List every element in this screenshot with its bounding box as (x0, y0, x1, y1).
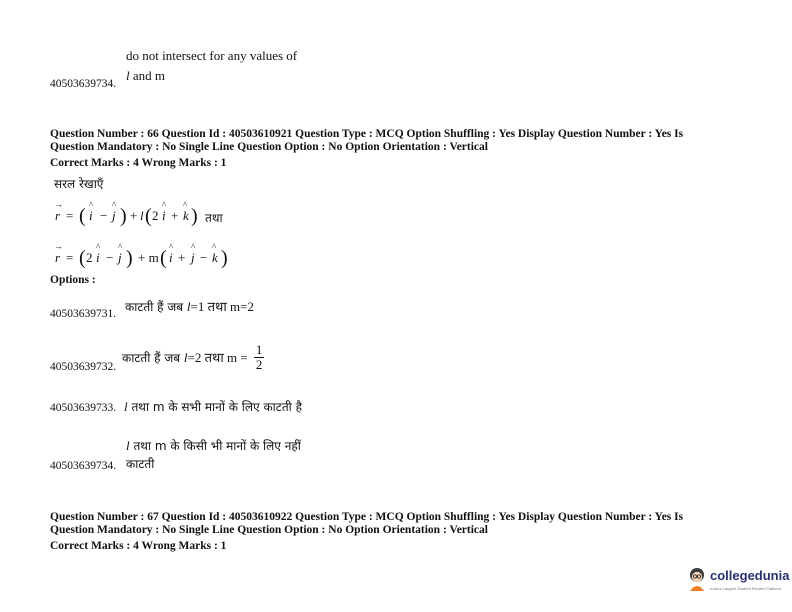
q66-eq1-conjunction: तथा (205, 211, 223, 225)
svg-text:+ m: + m (138, 250, 159, 265)
svg-text:+: + (130, 208, 138, 223)
q67-header-line2: Question Mandatory : No Single Line Question Option : No Option Orientation : Vertical (50, 524, 488, 536)
q66-option-4-id: 40503639734. (50, 460, 117, 472)
prev-option4-line2: l and m (126, 68, 166, 83)
collegedunia-logo (686, 564, 790, 598)
svg-text:=: = (66, 250, 74, 265)
q66-equation-2 (50, 240, 260, 274)
svg-text:j: j (191, 250, 195, 265)
q66-option-3-text: l तथा m के सभी मानों के लिए काटती है (124, 399, 302, 414)
svg-text:k: k (183, 208, 189, 223)
svg-text:^: ^ (169, 242, 174, 252)
svg-text:^: ^ (96, 242, 101, 252)
svg-text:2: 2 (86, 250, 93, 265)
svg-text:(: ( (79, 247, 86, 269)
svg-text:): ) (120, 205, 127, 227)
fraction: $\frac{1}{2}$ (255, 342, 263, 372)
logo-tagline: India's Largest Student Review Platform (710, 586, 782, 591)
svg-text:=: = (66, 208, 74, 223)
svg-text:i: i (89, 208, 93, 223)
q66-options-label: Options : (50, 274, 96, 286)
logo-brand-text: collegedunia (710, 568, 790, 583)
q66-option-4-line1: l तथा m के किसी भी मानों के लिए नहीं (126, 438, 301, 453)
svg-text:l: l (140, 208, 144, 223)
svg-text:k: k (212, 250, 218, 265)
var-l: l (124, 399, 128, 414)
svg-text:r: r (55, 250, 61, 265)
svg-text:−: − (106, 250, 114, 265)
svg-text:i: i (162, 208, 166, 223)
svg-text:): ) (191, 205, 198, 227)
svg-text:2: 2 (152, 208, 159, 223)
svg-text:i: i (169, 250, 173, 265)
q66-marks: Correct Marks : 4 Wrong Marks : 1 (50, 157, 227, 169)
svg-text:(: ( (79, 205, 86, 227)
svg-text:^: ^ (112, 200, 117, 210)
svg-text:): ) (126, 247, 133, 269)
mascot-icon (686, 566, 708, 592)
q66-option-4-line2: काटती (126, 457, 155, 471)
svg-text:r: r (55, 208, 61, 223)
q67-marks: Correct Marks : 4 Wrong Marks : 1 (50, 540, 227, 552)
var-l: l (126, 68, 130, 83)
svg-text:(: ( (145, 205, 152, 227)
q67-header-line1: Question Number : 67 Question Id : 40503610922 Question Type : MCQ Option Shuffling : Yes Display Question Number : Yes Is (50, 511, 684, 523)
svg-text:j: j (112, 208, 116, 223)
svg-text:i: i (96, 250, 100, 265)
svg-text:j: j (118, 250, 122, 265)
q66-option-1-id: 40503639731. (50, 308, 117, 320)
svg-text:^: ^ (118, 242, 123, 252)
var-l: l (186, 299, 191, 314)
prev-option4-line1: do not intersect for any values of (126, 48, 298, 63)
svg-text:^: ^ (212, 242, 217, 252)
q66-option-2-text: काटती हैं जब l=2 तथा m = $\frac{1}{2}$ (122, 342, 263, 372)
var-l: l (126, 438, 130, 453)
svg-text:→: → (54, 199, 63, 209)
svg-text:^: ^ (89, 200, 94, 210)
var-l: l (183, 350, 188, 365)
q66-header-line2: Question Mandatory : No Single Line Question Option : No Option Orientation : Vertical (50, 141, 488, 153)
q66-option-1-text: काटती हैं जब l=1 तथा m=2 (125, 299, 254, 314)
svg-text:−: − (100, 208, 108, 223)
svg-text:→: → (54, 241, 63, 251)
svg-text:−: − (200, 250, 208, 265)
svg-text:^: ^ (162, 200, 167, 210)
svg-text:): ) (221, 247, 228, 269)
svg-text:+: + (178, 250, 186, 265)
q66-option-3-id: 40503639733. (50, 402, 117, 414)
svg-text:^: ^ (191, 242, 196, 252)
svg-text:(: ( (160, 247, 167, 269)
q66-header-line1: Question Number : 66 Question Id : 40503610921 Question Type : MCQ Option Shuffling : Yes Display Question Number : Yes Is (50, 128, 684, 140)
svg-text:^: ^ (183, 200, 188, 210)
q66-option-2-id: 40503639732. (50, 361, 117, 373)
q66-intro: सरल रेखाएँ (54, 177, 104, 191)
svg-text:+: + (171, 208, 179, 223)
prev-option4-id: 40503639734. (50, 78, 117, 90)
